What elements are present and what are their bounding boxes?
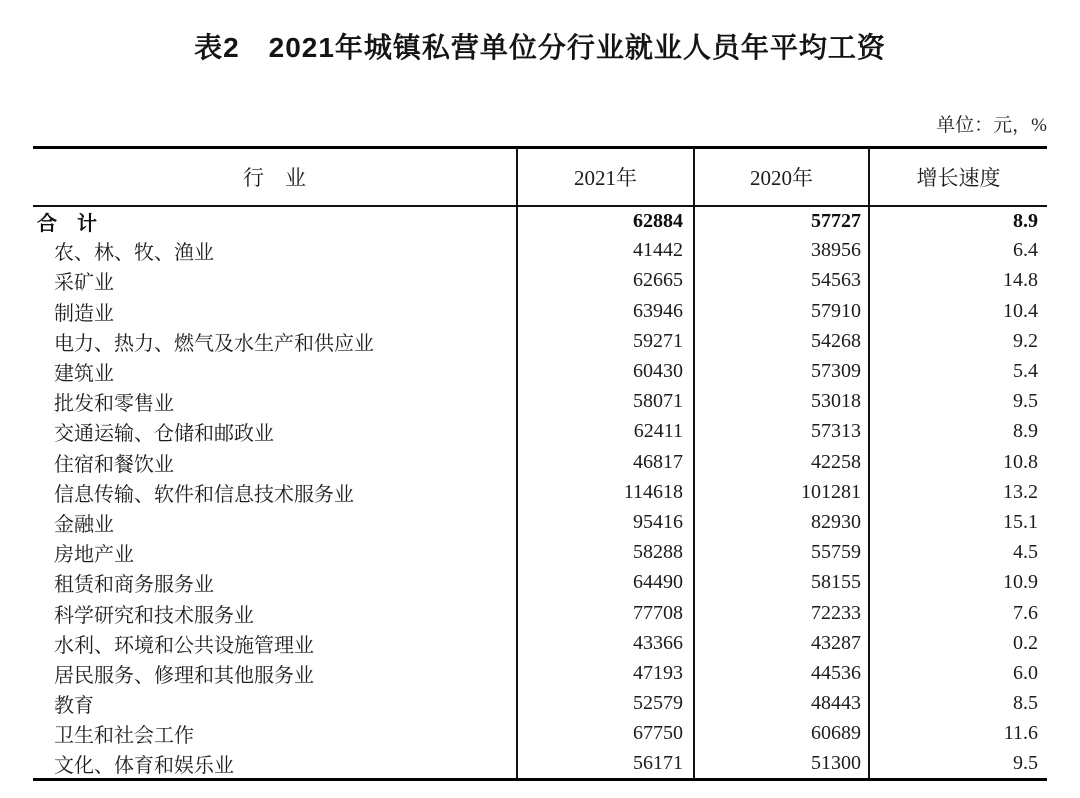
growth-cell: 7.6: [869, 598, 1047, 628]
column-header-2021: 2021年: [517, 148, 694, 206]
table-row: [33, 387, 1047, 417]
value-2020-cell: 43287: [694, 628, 869, 658]
value-2021-cell: 43366: [517, 628, 694, 658]
growth-cell: 10.9: [869, 568, 1047, 598]
industry-cell: 交通运输、仓储和邮政业: [54, 423, 274, 446]
table-body: [33, 206, 1047, 780]
industry-cell: 建筑业: [54, 363, 114, 386]
wage-table: [33, 146, 1047, 781]
table-row: [33, 689, 1047, 719]
growth-cell: 10.4: [869, 296, 1047, 326]
industry-cell: 水利、环境和公共设施管理业: [54, 634, 314, 657]
growth-cell: 6.0: [869, 658, 1047, 688]
value-2020-cell: 54268: [694, 326, 869, 356]
growth-cell: 14.8: [869, 266, 1047, 296]
header-row: [33, 148, 1047, 206]
value-2021-cell: 59271: [517, 326, 694, 356]
table-row: [33, 236, 1047, 266]
value-2021-cell: 62884: [517, 206, 694, 236]
table-row: [33, 538, 1047, 568]
value-2021-cell: 46817: [517, 447, 694, 477]
table-row: [33, 749, 1047, 780]
value-2020-cell: 57910: [694, 296, 869, 326]
value-2020-cell: 72233: [694, 598, 869, 628]
industry-cell: 制造业: [54, 302, 114, 325]
industry-cell: 住宿和餐饮业: [54, 453, 174, 476]
column-header-industry: 行 业: [33, 148, 517, 206]
growth-cell: 0.2: [869, 628, 1047, 658]
value-2020-cell: 48443: [694, 689, 869, 719]
value-2021-cell: 56171: [517, 749, 694, 780]
table-row: [33, 447, 1047, 477]
value-2020-cell: 57309: [694, 356, 869, 386]
value-2020-cell: 38956: [694, 236, 869, 266]
table-row: [33, 477, 1047, 507]
growth-cell: 8.9: [869, 206, 1047, 236]
growth-cell: 8.9: [869, 417, 1047, 447]
growth-cell: 5.4: [869, 356, 1047, 386]
value-2020-cell: 57313: [694, 417, 869, 447]
value-2020-cell: 60689: [694, 719, 869, 749]
table-row: [33, 598, 1047, 628]
industry-cell: 批发和零售业: [54, 393, 174, 416]
table-row: [33, 628, 1047, 658]
column-header-2020: 2020年: [694, 148, 869, 206]
table-row: [33, 326, 1047, 356]
growth-cell: 9.5: [869, 387, 1047, 417]
industry-cell: 信息传输、软件和信息技术服务业: [54, 483, 354, 506]
table-row: [33, 568, 1047, 598]
value-2020-cell: 44536: [694, 658, 869, 688]
growth-cell: 4.5: [869, 538, 1047, 568]
growth-cell: 10.8: [869, 447, 1047, 477]
unit-note: 单位：元，%: [936, 115, 1047, 136]
value-2020-cell: 101281: [694, 477, 869, 507]
industry-cell: 农、林、牧、渔业: [54, 242, 214, 265]
value-2021-cell: 41442: [517, 236, 694, 266]
table-title: 表2 2021年城镇私营单位分行业就业人员年平均工资: [194, 32, 886, 63]
value-2020-cell: 57727: [694, 206, 869, 236]
table-row: [33, 206, 1047, 236]
value-2021-cell: 67750: [517, 719, 694, 749]
growth-cell: 9.5: [869, 749, 1047, 780]
value-2021-cell: 64490: [517, 568, 694, 598]
industry-cell: 教育: [54, 695, 94, 718]
value-2021-cell: 95416: [517, 507, 694, 537]
table-row: [33, 719, 1047, 749]
growth-cell: 13.2: [869, 477, 1047, 507]
value-2020-cell: 42258: [694, 447, 869, 477]
table-header: [33, 148, 1047, 206]
value-2021-cell: 63946: [517, 296, 694, 326]
column-header-growth: 增长速度: [869, 148, 1047, 206]
growth-cell: 8.5: [869, 689, 1047, 719]
growth-cell: 15.1: [869, 507, 1047, 537]
table-row: [33, 356, 1047, 386]
value-2021-cell: 58071: [517, 387, 694, 417]
value-2021-cell: 47193: [517, 658, 694, 688]
value-2021-cell: 60430: [517, 356, 694, 386]
value-2021-cell: 114618: [517, 477, 694, 507]
table-row: [33, 296, 1047, 326]
industry-cell: 金融业: [54, 513, 114, 536]
industry-cell: 合 计: [37, 212, 97, 235]
industry-cell: 电力、热力、燃气及水生产和供应业: [54, 332, 374, 355]
value-2021-cell: 52579: [517, 689, 694, 719]
table-row: [33, 658, 1047, 688]
value-2020-cell: 53018: [694, 387, 869, 417]
industry-cell: 卫生和社会工作: [54, 725, 194, 748]
value-2021-cell: 77708: [517, 598, 694, 628]
value-2021-cell: 62665: [517, 266, 694, 296]
value-2020-cell: 51300: [694, 749, 869, 780]
value-2020-cell: 54563: [694, 266, 869, 296]
table-row: [33, 417, 1047, 447]
industry-cell: 采矿业: [54, 272, 114, 295]
growth-cell: 11.6: [869, 719, 1047, 749]
value-2020-cell: 55759: [694, 538, 869, 568]
industry-cell: 居民服务、修理和其他服务业: [54, 664, 314, 687]
value-2020-cell: 58155: [694, 568, 869, 598]
industry-cell: 房地产业: [54, 544, 134, 567]
value-2020-cell: 82930: [694, 507, 869, 537]
table-row: [33, 507, 1047, 537]
table-row: [33, 266, 1047, 296]
value-2021-cell: 58288: [517, 538, 694, 568]
growth-cell: 6.4: [869, 236, 1047, 266]
industry-cell: 科学研究和技术服务业: [54, 604, 254, 627]
growth-cell: 9.2: [869, 326, 1047, 356]
industry-cell: 文化、体育和娱乐业: [54, 754, 234, 777]
value-2021-cell: 62411: [517, 417, 694, 447]
industry-cell: 租赁和商务服务业: [54, 574, 214, 597]
